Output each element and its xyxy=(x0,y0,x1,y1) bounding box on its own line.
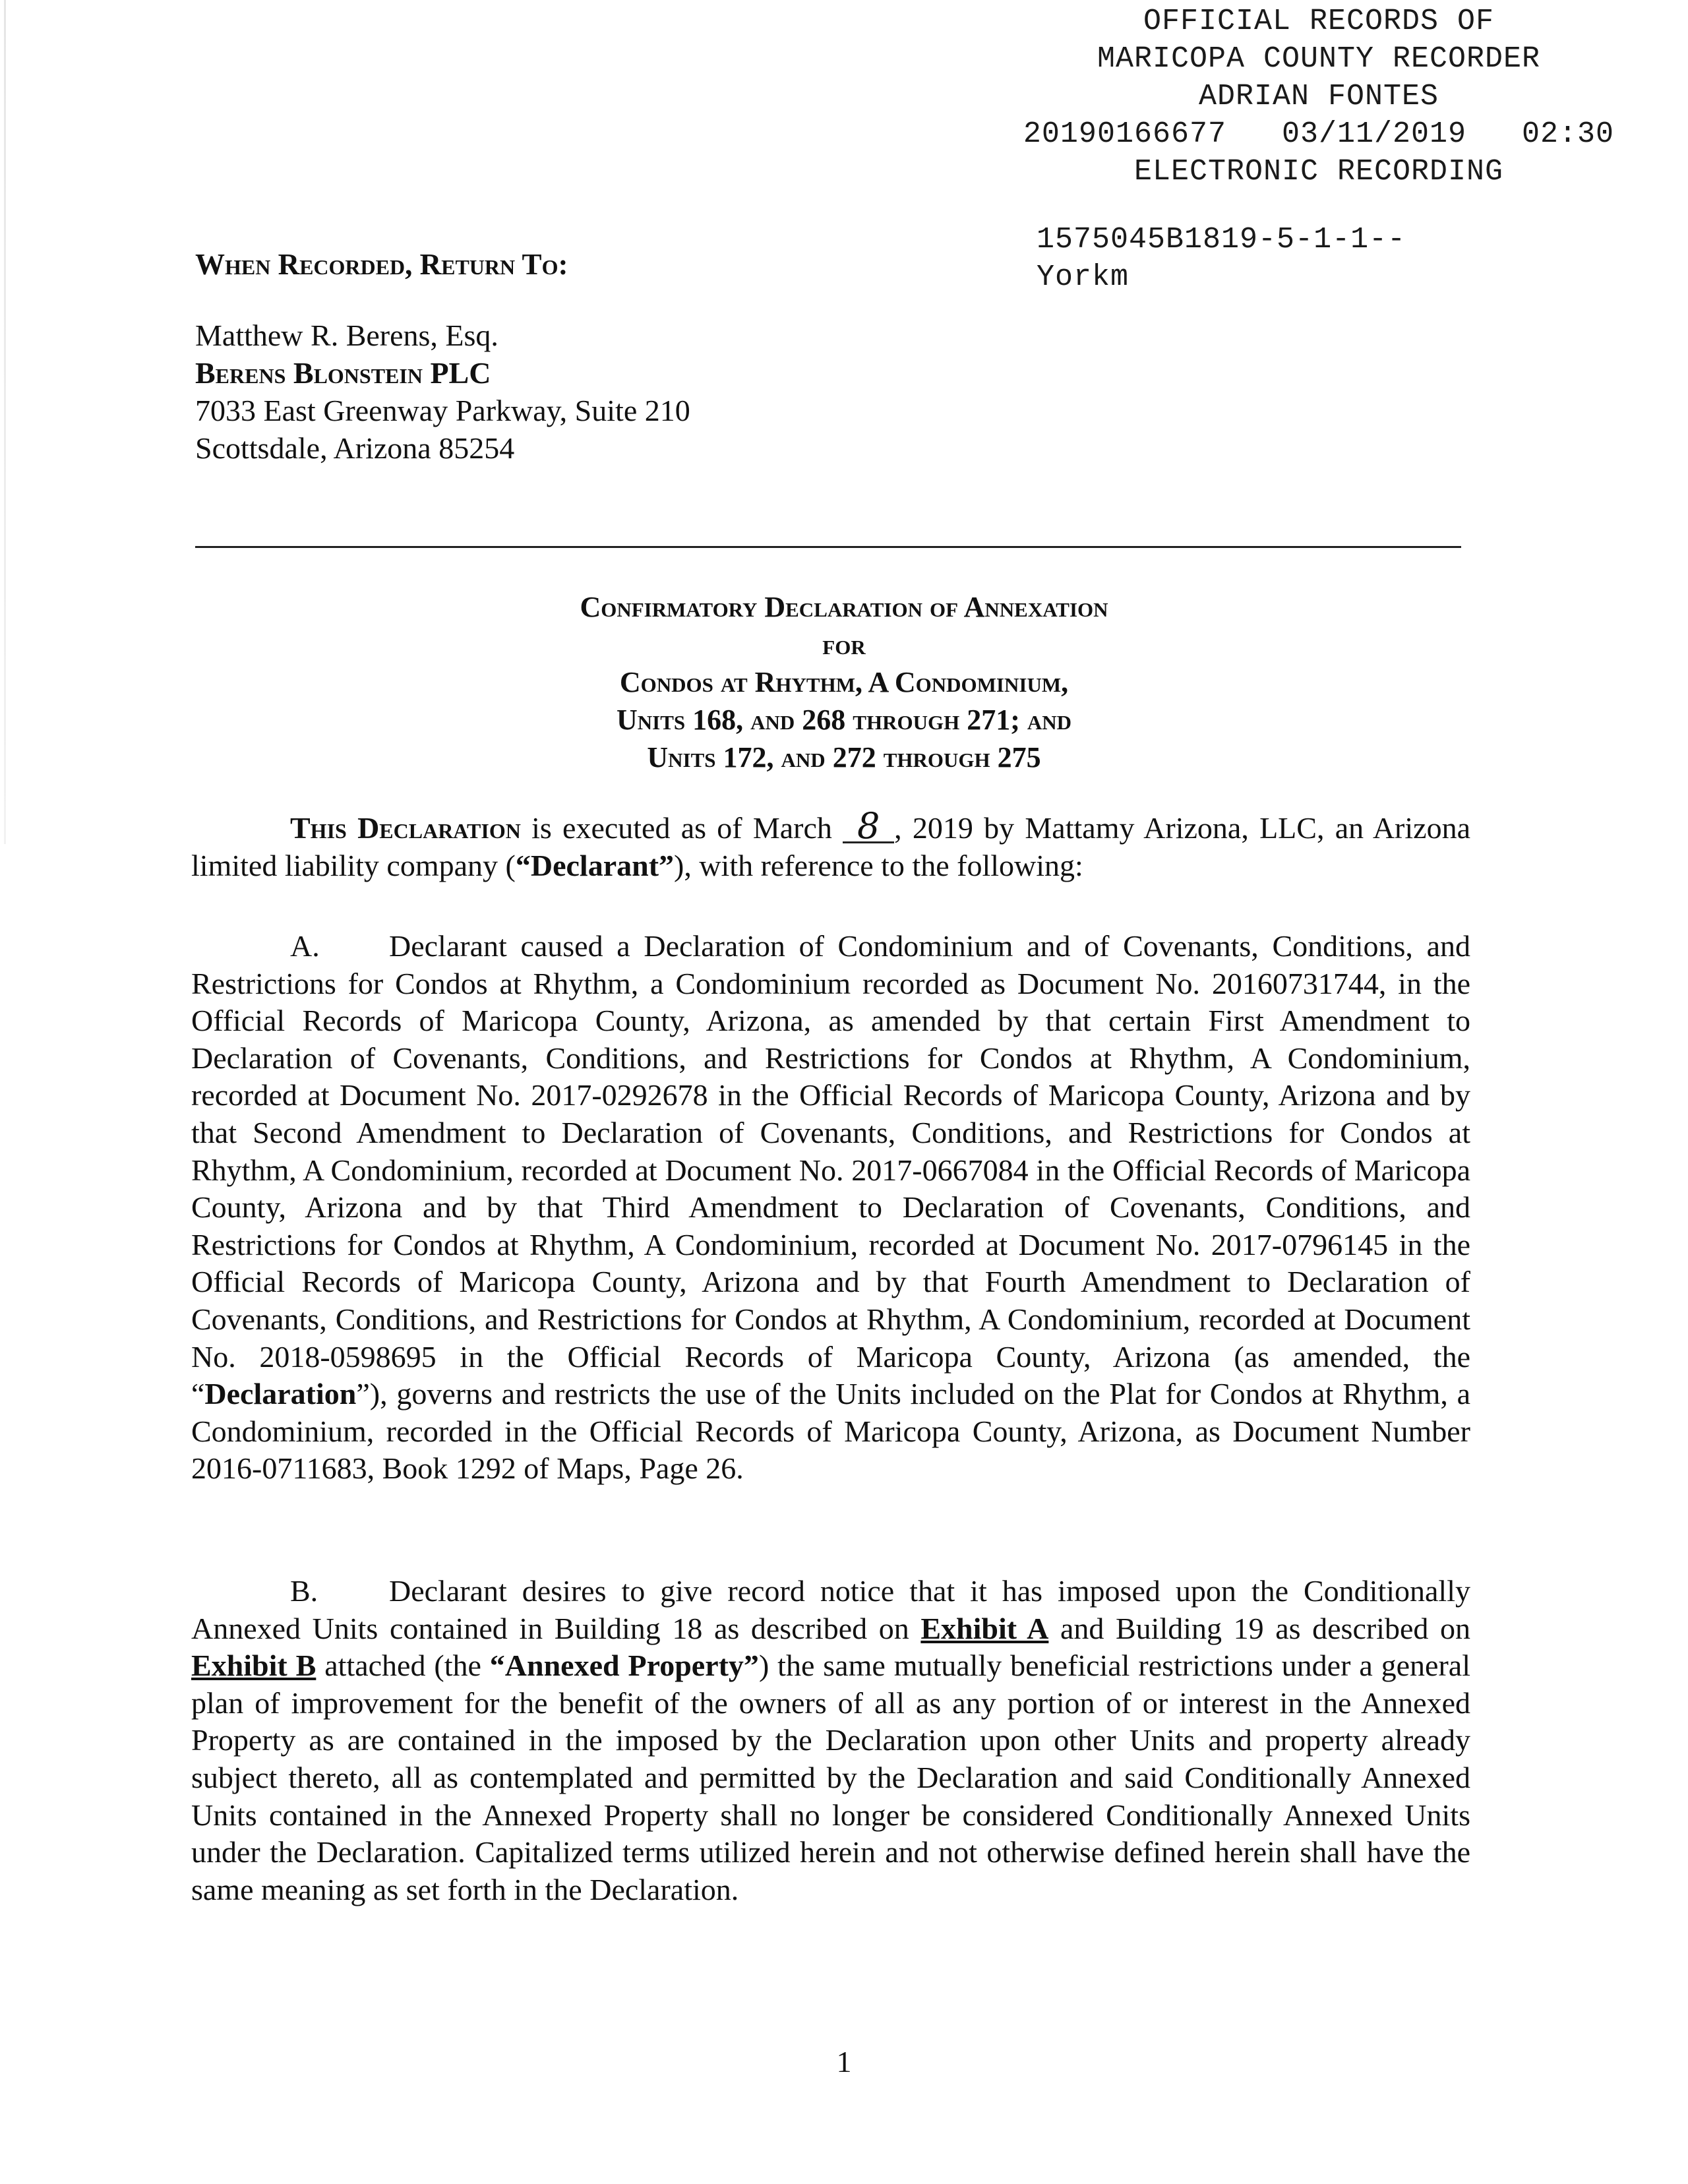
recording-stamp xyxy=(989,3,1648,191)
paragraph-text: and Building 19 as described on xyxy=(1048,1611,1470,1645)
stamp-line: MARICOPA COUNTY RECORDER xyxy=(1097,42,1541,76)
paragraph-text: ) the same mutually beneficial restrictions under a general plan of improvement for the benefit of the owners of all as any portion of or interest in the Annexed Property as are contained in the imposed by the Declaration upon other Units and property already subject thereto, all as contemplated and permitted by the Declaration and said Conditionally Annexed Units contained in the Annexed Property shall no longer be considered Conditionally Annexed Units under the Declaration. Capitalized terms utilized herein and not otherwise defined herein shall have the same meaning as set forth in the Declaration. xyxy=(191,1649,1470,1906)
exhibit-a-reference: Exhibit A xyxy=(920,1611,1049,1645)
paragraph-text: Declarant desires to give record notice that it has imposed upon the Conditionally Annexed Units contained in Building 18 as described on xyxy=(191,1574,1470,1645)
stamp-line: 20190166677 03/11/2019 02:30 xyxy=(1023,117,1615,151)
title-line: Units 168, and 268 through 271; and xyxy=(616,704,1072,736)
horizontal-divider xyxy=(195,546,1461,548)
defined-term-declaration: Declaration xyxy=(204,1377,357,1411)
paragraph-label: A. xyxy=(290,929,320,963)
document-title xyxy=(0,588,1688,776)
paragraph-a xyxy=(191,928,1470,1488)
return-name: Matthew R. Berens, Esq. xyxy=(195,318,498,352)
stamp-line: OFFICIAL RECORDS OF xyxy=(1143,5,1495,38)
return-street: 7033 East Greenway Parkway, Suite 210 xyxy=(195,394,690,427)
annexed-property-term: “Annexed Property” xyxy=(489,1649,759,1683)
paragraph-text: ”), governs and restricts the use of the Units included on the Plat for Condos at Rhythm, a Condominium, recorded in the Official Records of Maricopa County, Arizona, as Document Number 2016-0711683, Book 1292 of Maps, Page 26. xyxy=(191,1377,1470,1486)
intro-text: ), with reference to the following: xyxy=(674,848,1083,882)
title-line: Units 172, and 272 through 275 xyxy=(647,741,1041,774)
paragraph-label: B. xyxy=(290,1574,318,1608)
reference-line: 1575045B1819-5-1-1-- xyxy=(1037,223,1406,257)
paragraph-text: Declarant caused a Declaration of Condominium and of Covenants, Conditions, and Restrictions for Condos at Rhythm, a Condominium recorded as Document No. 20160731744, in the Official Records of Maricopa County, Arizona, as amended by that certain First Amendment to Declaration of Covenants, Conditions, and Restrictions for Condos at Rhythm, A Condominium, recorded at Document No. 2017-0292678 in the Official Records of Maricopa County, Arizona and by that Second Amendment to Declaration of Covenants, Conditions, and Restrictions for Condos at Rhythm, A Condominium, recorded at Document No. 2017-0667084 in the Official Records of Maricopa County, Arizona and by that Third Amendment to Declaration of Covenants, Conditions, and Restrictions for Condos at Rhythm, A Condominium, recorded at Document No. 2017-0796145 in the Official Records of Maricopa County, Arizona and by that Fourth Amendment to Declaration of Covenants, Conditions, and Restrictions for Condos at Rhythm, A Condominium, recorded at Document No. 2018-0598695 in the Official Records of Maricopa County, Arizona (as amended, the “ xyxy=(191,929,1470,1411)
page-number: 1 xyxy=(836,2045,852,2078)
intro-paragraph xyxy=(191,805,1470,884)
recording-reference xyxy=(1037,221,1406,296)
return-city: Scottsdale, Arizona 85254 xyxy=(195,431,515,465)
paragraph-b xyxy=(191,1573,1470,1908)
stamp-line: ELECTRONIC RECORDING xyxy=(1133,155,1504,189)
return-firm: Berens Blonstein PLC xyxy=(195,356,491,390)
title-line: Condos at Rhythm, A Condominium, xyxy=(619,666,1069,698)
return-address xyxy=(195,317,690,467)
title-line: for xyxy=(822,628,866,661)
paragraph-text: attached (the xyxy=(316,1649,490,1683)
intro-text: , 2019 by Mattamy Arizona, LLC, an Arizona limited liability company ( xyxy=(191,811,1470,882)
stamp-line: ADRIAN FONTES xyxy=(1198,80,1439,113)
return-to-heading: When Recorded, Return To: xyxy=(195,248,568,281)
declarant-term: “Declarant” xyxy=(515,848,675,882)
reference-line: Yorkm xyxy=(1037,260,1130,294)
handwritten-date: 8 xyxy=(843,811,894,843)
title-line: Confirmatory Declaration of Annexation xyxy=(580,591,1108,623)
intro-text: is executed as of March xyxy=(520,811,843,845)
declaration-lead: This Declaration xyxy=(290,811,521,845)
exhibit-b-reference: Exhibit B xyxy=(191,1649,316,1683)
